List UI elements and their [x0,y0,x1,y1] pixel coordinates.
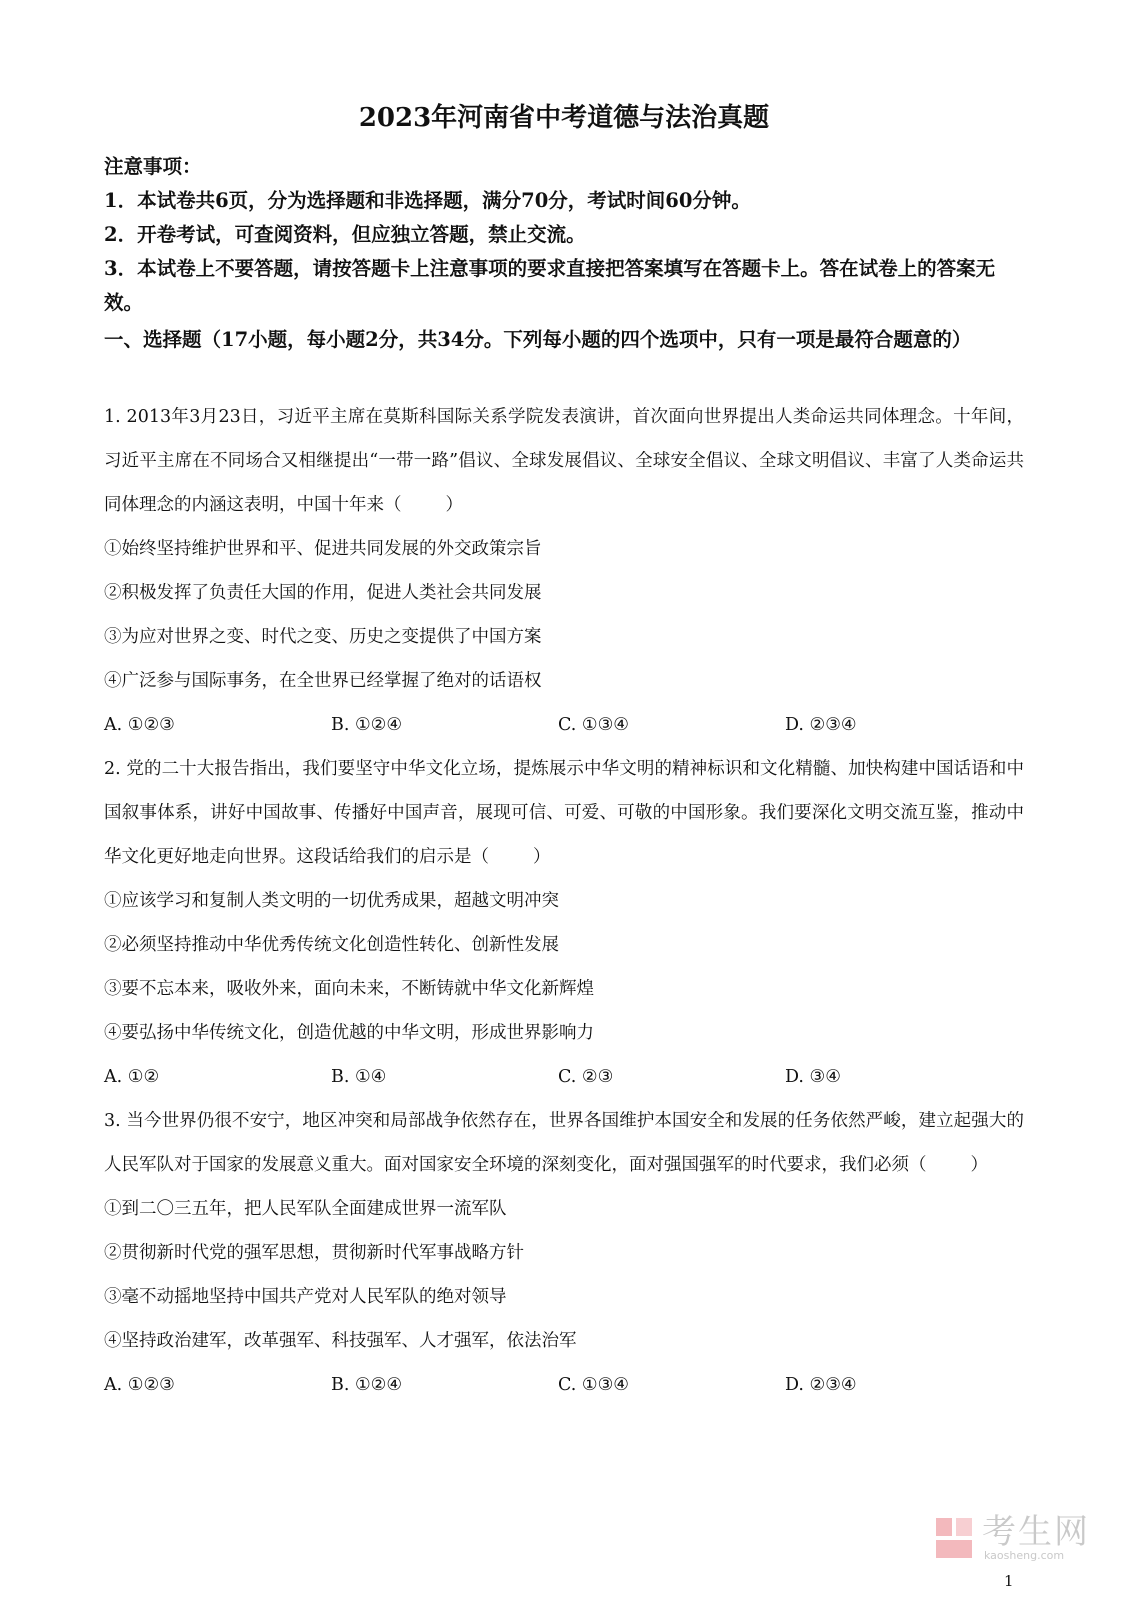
page-title: 2023年河南省中考道德与法治真题 [358,103,770,133]
choice-c: C. ①③④ [558,715,629,735]
watermark [932,1512,1090,1564]
statement: ③要不忘本来，吸收外来，面向未来，不断铸就中华文化新辉煌 [104,979,594,999]
logo-icon [932,1516,976,1560]
section-heading: 一、选择题（17小题，每小题2分，共34分。下列每小题的四个选项中，只有一项是最符合题意的） [104,328,972,351]
question-2 [104,747,1024,1099]
notice-heading: 注意事项： [104,155,202,178]
choice-a: A. ①②③ [104,1375,175,1395]
choice-b: B. ①②④ [331,1375,403,1395]
statement: ②积极发挥了负责任大国的作用，促进人类社会共同发展 [104,583,542,603]
statement: ①始终坚持维护世界和平、促进共同发展的外交政策宗旨 [104,539,542,559]
choice-c: C. ②③ [558,1067,614,1087]
statement: ②贯彻新时代党的强军思想，贯彻新时代军事战略方针 [104,1243,524,1263]
choice-row [104,1055,1024,1099]
choice-row [104,703,1024,747]
statement: ②必须坚持推动中华优秀传统文化创造性转化、创新性发展 [104,935,559,955]
notice-item: 3．本试卷上不要答题，请按答题卡上注意事项的要求直接把答案填写在答题卡上。答在试卷上的答案无效。 [104,257,996,314]
statement: ③为应对世界之变、时代之变、历史之变提供了中国方案 [104,627,542,647]
choice-d: D. ②③④ [785,1375,857,1395]
choice-d: D. ②③④ [785,715,857,735]
choice-b: B. ①②④ [331,715,403,735]
statement: ④广泛参与国际事务，在全世界已经掌握了绝对的话语权 [104,671,542,691]
watermark-url: kaosheng.com [984,1549,1065,1562]
question-stem: 2. 党的二十大报告指出，我们要坚守中华文化立场，提炼展示中华文明的精神标识和文化精髓、加快构建中国话语和中国叙事体系，讲好中国故事、传播好中国声音，展现可信、可爱、可敬的中国形象。我们要深化文明交流互鉴，推动中华文化更好地走向世界。这段话给我们的启示是（ ） [104,759,1024,867]
notice-block [104,150,1024,320]
choice-row [104,1363,1024,1407]
question-stem: 3. 当今世界仍很不安宁，地区冲突和局部战争依然存在，世界各国维护本国安全和发展的任务依然严峻，建立起强大的人民军队对于国家的发展意义重大。面对国家安全环境的深刻变化，面对强国强军的时代要求，我们必须（ ） [104,1111,1024,1175]
notice-item: 2．开卷考试，可查阅资料，但应独立答题，禁止交流。 [104,223,586,246]
question-list [104,395,1024,1407]
choice-a: A. ①② [104,1067,160,1087]
statement: ④要弘扬中华传统文化，创造优越的中华文明，形成世界影响力 [104,1023,594,1043]
page-number: 1 [1004,1572,1014,1590]
choice-d: D. ③④ [785,1067,841,1087]
statement: ①到二〇三五年，把人民军队全面建成世界一流军队 [104,1199,507,1219]
choice-a: A. ①②③ [104,715,175,735]
statement: ③毫不动摇地坚持中国共产党对人民军队的绝对领导 [104,1287,507,1307]
watermark-name: 考生网 [982,1512,1090,1552]
choice-c: C. ①③④ [558,1375,629,1395]
question-stem: 1. 2013年3月23日，习近平主席在莫斯科国际关系学院发表演讲，首次面向世界提出人类命运共同体理念。十年间，习近平主席在不同场合又相继提出“一带一路”倡议、全球发展倡议、全球安全倡议、全球文明倡议、丰富了人类命运共同体理念的内涵这表明，中国十年来（ ） [104,407,1024,515]
question-1 [104,395,1024,747]
statement: ①应该学习和复制人类文明的一切优秀成果，超越文明冲突 [104,891,559,911]
statement: ④坚持政治建军，改革强军、科技强军、人才强军，依法治军 [104,1331,577,1351]
question-3 [104,1099,1024,1407]
notice-item: 1．本试卷共6页，分为选择题和非选择题，满分70分，考试时间60分钟。 [104,189,751,212]
choice-b: B. ①④ [331,1067,387,1087]
